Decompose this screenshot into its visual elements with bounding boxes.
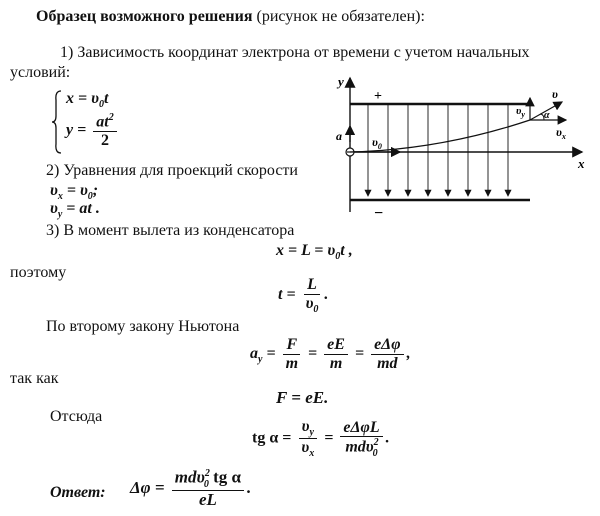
equation-x: $x = \upsilon_0t$ xyxy=(66,90,109,111)
system-brace xyxy=(52,90,62,154)
v0-label: $\upsilon_0$ xyxy=(372,135,382,151)
answer-formula: Δφ = $\frac{md\upsilon^2_0 tg \alpha}{eL}$ . xyxy=(130,467,252,510)
minus-sign: − xyxy=(374,205,384,222)
since-word: так как xyxy=(10,370,59,387)
vx-label: $\upsilon_x$ xyxy=(556,125,566,141)
y-axis-label: y xyxy=(338,74,344,89)
equation-force: F = eE. xyxy=(276,388,329,407)
equation-vx: $\upsilon_x = \upsilon_0$; xyxy=(50,182,99,203)
answer-label: Ответ: xyxy=(50,484,106,501)
title-rest: (рисунок не обязателен): xyxy=(256,8,425,25)
acceleration-label: a xyxy=(336,129,342,143)
step1-line1: 1) Зависимость координат электрона от времени с учетом начальных xyxy=(60,44,530,61)
alpha-label: α xyxy=(544,110,550,121)
step2-text: 2) Уравнения для проекций скорости xyxy=(46,162,298,179)
equation-vy: $\upsilon_y$ = at . xyxy=(50,200,100,221)
vy-label: $\upsilon_y$ xyxy=(516,105,525,119)
newton-text: По второму закону Ньютона xyxy=(46,318,240,335)
hence-word: Отсюда xyxy=(50,408,103,425)
equation-time: t = $\frac{L}{\upsilon_0}$ . xyxy=(278,276,329,315)
equation-y: y = $\frac{at^2}{2}$ xyxy=(66,112,120,150)
equation-tangent: tg α = $\frac{\upsilon_y}{\upsilon_x}$ = $\frac{\text{eΔφL}}{md\upsilon^2_0}$ . xyxy=(252,418,390,460)
step1-line2: условий: xyxy=(10,64,71,81)
step3-text: 3) В момент вылета из конденсатора xyxy=(46,222,295,239)
equation-acceleration: $a_y$ = $\frac{F}{m}$ = $\frac{eE}{m}$ = $\frac{\text{eΔφ}}{md}$ , xyxy=(250,336,411,372)
velocity-label: υ xyxy=(552,87,558,101)
therefore-word: поэтому xyxy=(10,264,67,281)
plus-sign: + xyxy=(374,89,382,104)
title-bold: Образец возможного решения xyxy=(36,8,253,25)
capacitor-diagram xyxy=(330,72,600,222)
equation-flight: $x = L = \upsilon_0t$ , xyxy=(276,242,353,263)
x-axis-label: x xyxy=(578,156,585,171)
page-title xyxy=(36,8,425,26)
